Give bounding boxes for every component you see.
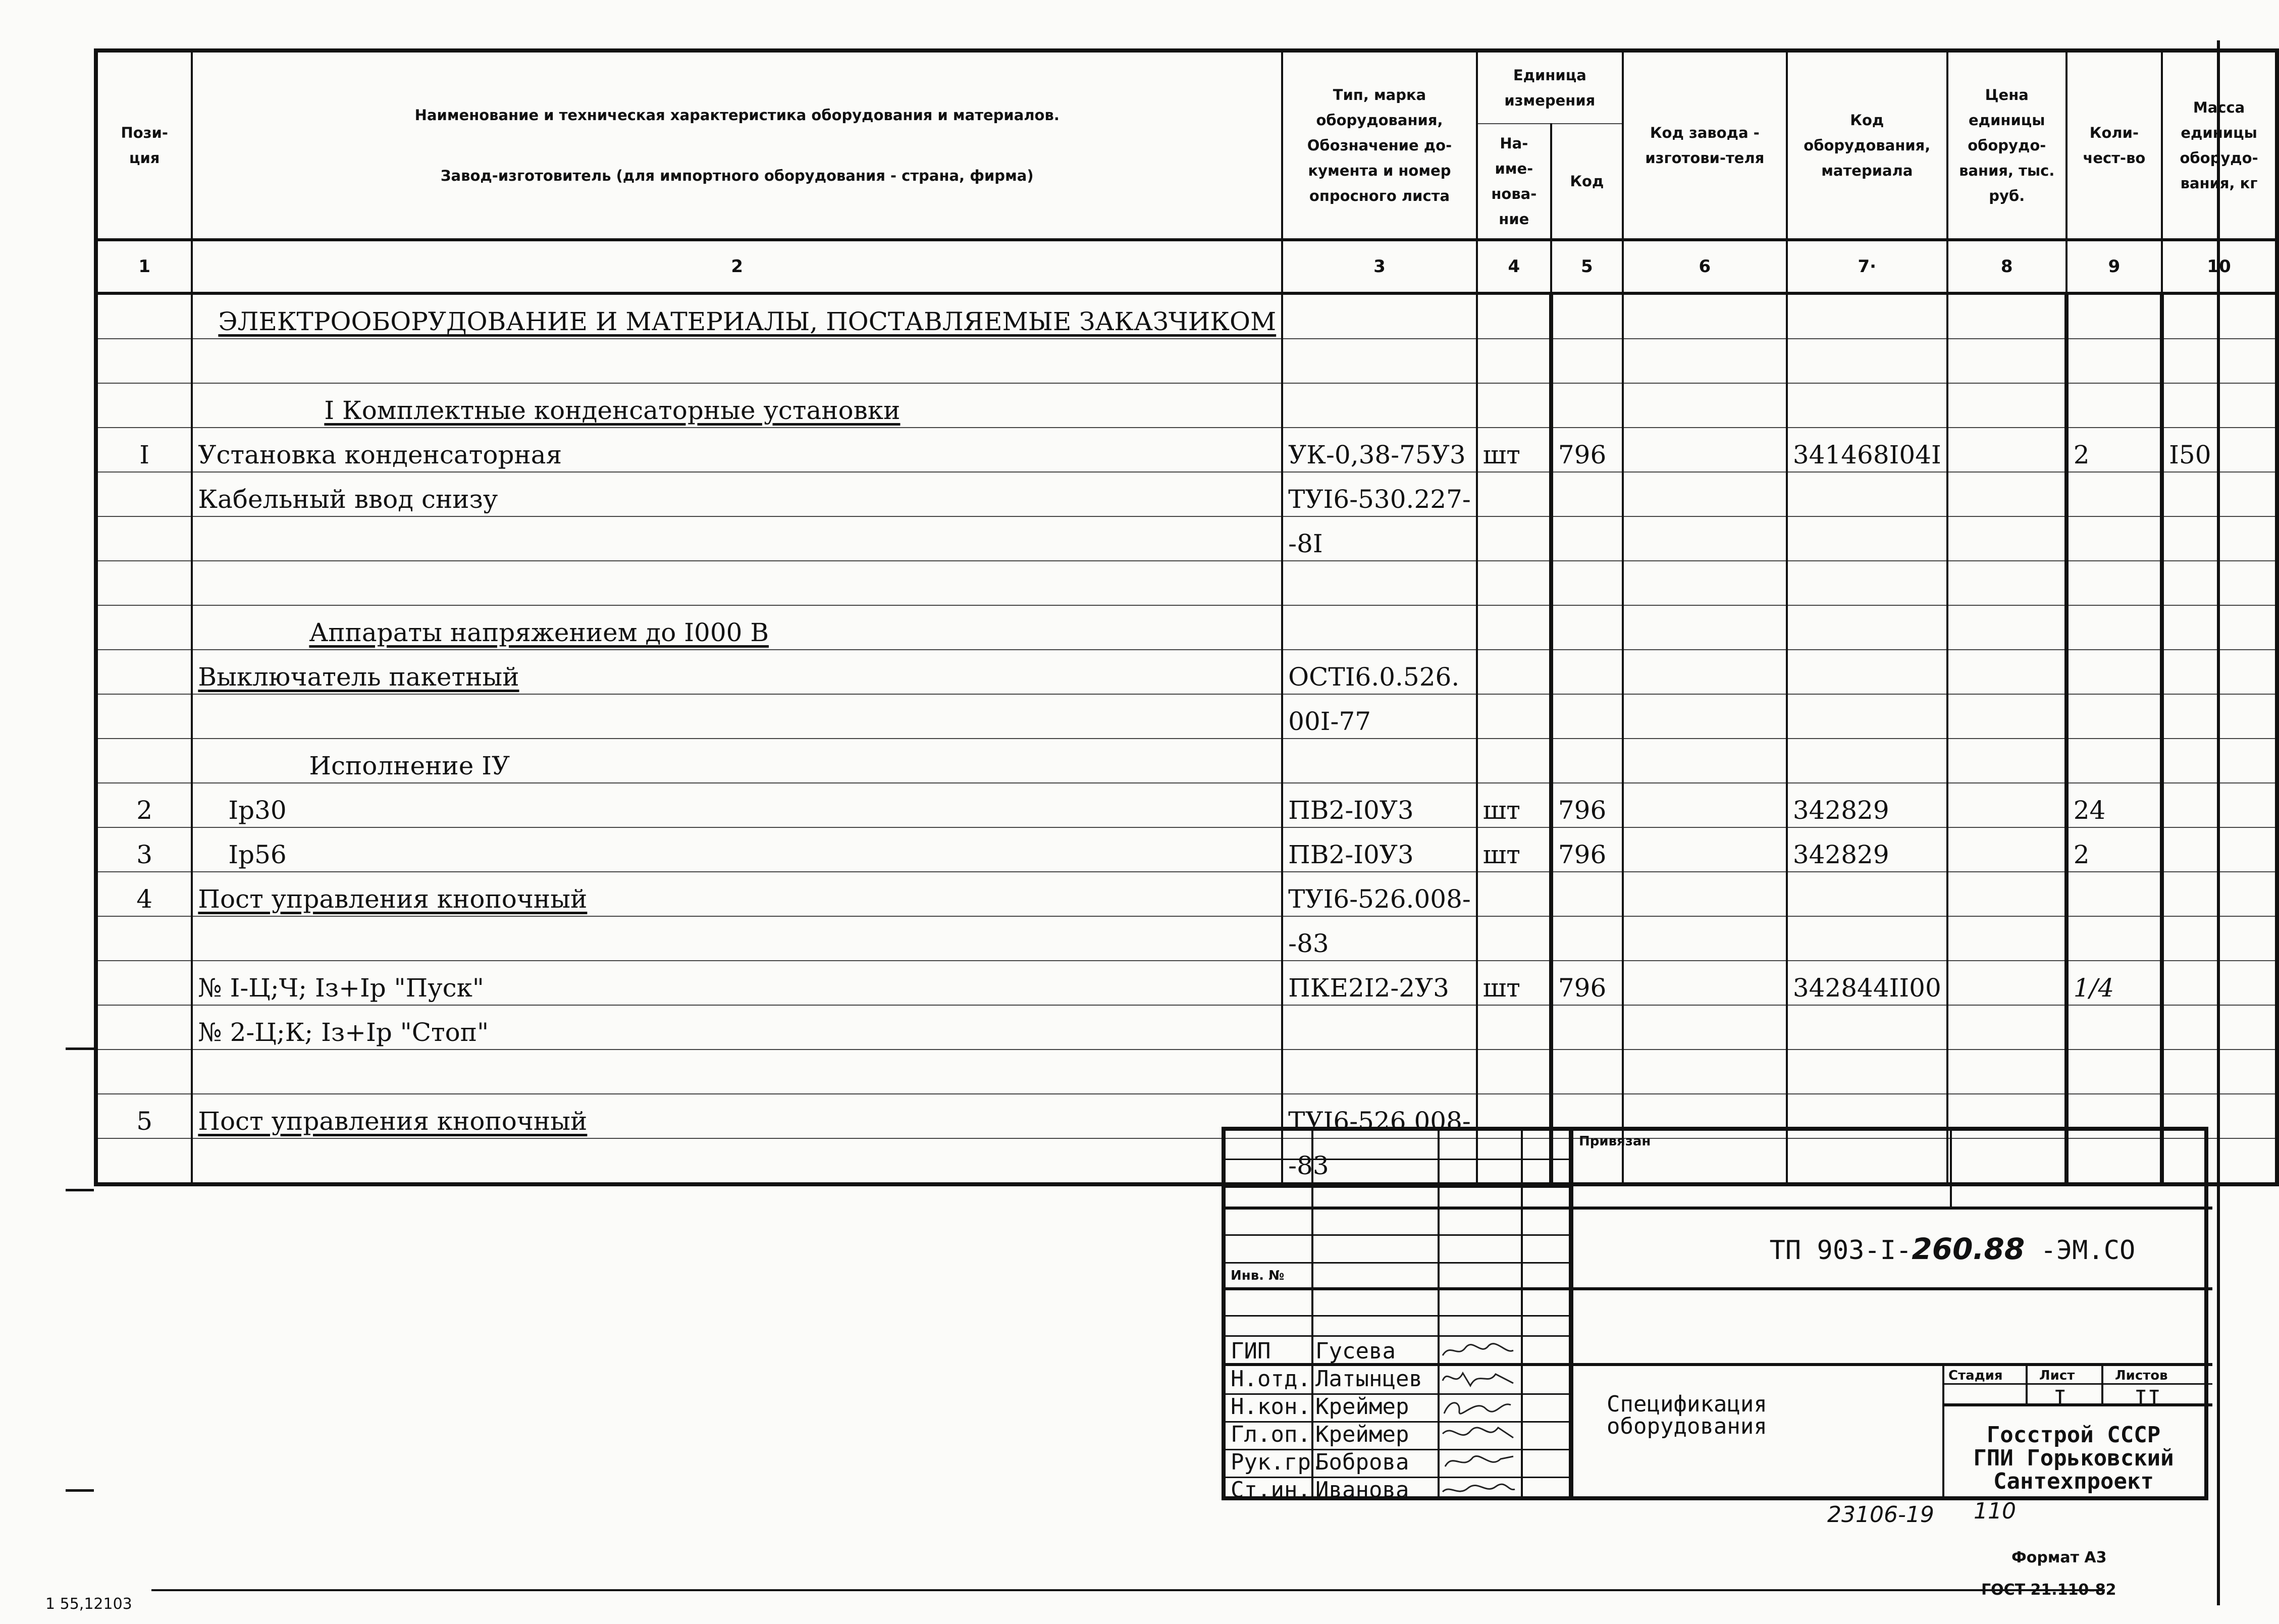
row-manufacturer-code: [1623, 605, 1787, 650]
row-unit-code: [1551, 339, 1623, 383]
row-unit: [1477, 605, 1551, 650]
row-unit: [1477, 561, 1551, 605]
row-price: [1947, 872, 2066, 916]
privyazan-label: Привязан: [1579, 1134, 1651, 1149]
document-title: Спецификация оборудования: [1607, 1391, 1767, 1439]
row-equipment-code: [1787, 516, 1947, 561]
row-name: Установка конденсаторная: [192, 428, 1282, 472]
row-manufacturer-code: [1623, 650, 1787, 694]
row-name: Аппараты напряжением до I000 В: [192, 605, 1282, 650]
row-name: ЭЛЕКТРООБОРУДОВАНИЕ И МАТЕРИАЛЫ, ПОСТАВЛЯЕМЫЕ ЗАКАЗЧИКОМ: [192, 293, 1282, 339]
row-price: [1947, 650, 2066, 694]
col-num: 2: [192, 240, 1282, 293]
table-row: [96, 293, 2277, 339]
row-name: Iр30: [192, 783, 1282, 827]
row-manufacturer-code: [1623, 383, 1787, 428]
header-unit-name: На-име-нова-ние: [1477, 124, 1551, 240]
title-block: [1222, 1127, 2208, 1503]
row-price: [1947, 428, 2066, 472]
row-quantity: [2066, 694, 2162, 739]
row-mass: I50: [2162, 428, 2277, 472]
row-manufacturer-code: [1623, 783, 1787, 827]
row-equipment-code: 342829: [1787, 827, 1947, 872]
grid-line: [1226, 1315, 1569, 1317]
row-position: [96, 605, 192, 650]
row-position: I: [96, 428, 192, 472]
row-unit: [1477, 916, 1551, 961]
table-row: [96, 1005, 2277, 1050]
row-equipment-code: [1787, 561, 1947, 605]
grid-line: [1226, 1159, 1569, 1160]
row-unit: шт: [1477, 783, 1551, 827]
signature-image: [1440, 1340, 1516, 1360]
row-type: УК-0,38-75У3: [1282, 428, 1477, 472]
row-name: Исполнение IУ: [192, 739, 1282, 783]
row-unit-code: 796: [1551, 827, 1623, 872]
grid-line: [1226, 1234, 1569, 1236]
row-unit: [1477, 650, 1551, 694]
row-manufacturer-code: [1623, 339, 1787, 383]
row-unit-code: [1551, 472, 1623, 516]
row-quantity: [2066, 605, 2162, 650]
col-num: 10: [2162, 240, 2277, 293]
row-manufacturer-code: [1623, 827, 1787, 872]
signature-image: [1440, 1396, 1516, 1416]
row-quantity: [2066, 516, 2162, 561]
row-name: [192, 1050, 1282, 1094]
row-equipment-code: [1787, 650, 1947, 694]
row-position: 4: [96, 872, 192, 916]
row-price: [1947, 694, 2066, 739]
row-manufacturer-code: [1623, 293, 1787, 339]
signature-image: [1440, 1451, 1516, 1472]
row-position: [96, 961, 192, 1005]
signer-name: Креймер: [1315, 1394, 1409, 1420]
row-quantity: [2066, 1005, 2162, 1050]
row-name: [192, 339, 1282, 383]
margin-tick: [66, 1047, 94, 1050]
row-unit-code: [1551, 605, 1623, 650]
table-row: [96, 961, 2277, 1005]
stage-label: Стадия: [1948, 1368, 2003, 1383]
row-manufacturer-code: [1623, 561, 1787, 605]
sheets-label: Листов: [2115, 1368, 2168, 1383]
row-position: 3: [96, 827, 192, 872]
row-type: [1282, 561, 1477, 605]
row-quantity: [2066, 339, 2162, 383]
row-price: [1947, 739, 2066, 783]
grid-line: [1438, 1131, 1440, 1496]
signer-role: Н.отд.: [1231, 1366, 1311, 1392]
row-type: ОСТI6.0.526.: [1282, 650, 1477, 694]
signer-role: ГИП: [1231, 1338, 1271, 1364]
col-num: 6: [1623, 240, 1787, 293]
signer-role: Ст.ин.: [1231, 1477, 1311, 1503]
grid-line: [1950, 1131, 1952, 1207]
row-equipment-code: [1787, 383, 1947, 428]
signer-role: Рук.гр.: [1231, 1449, 1324, 1475]
header-type: Тип, марка оборудования, Обозначение до-кумента и номер опросного листа: [1282, 50, 1477, 240]
table-row: [96, 605, 2277, 650]
row-type: ПВ2-I0У3: [1282, 783, 1477, 827]
header-position: Пози- ция: [96, 50, 192, 240]
row-name: [192, 694, 1282, 739]
row-type: ТУI6-526.008-: [1282, 1094, 1477, 1138]
table-row: [96, 694, 2277, 739]
col-num: 4: [1477, 240, 1551, 293]
row-unit-code: 796: [1551, 961, 1623, 1005]
row-quantity: [2066, 739, 2162, 783]
row-price: [1947, 827, 2066, 872]
table-row: [96, 739, 2277, 783]
row-quantity: [2066, 383, 2162, 428]
row-equipment-code: [1787, 916, 1947, 961]
row-type: ПКЕ2I2-2У3: [1282, 961, 1477, 1005]
col-num: 8: [1947, 240, 2066, 293]
row-type: [1282, 293, 1477, 339]
row-name: [192, 916, 1282, 961]
row-position: 2: [96, 783, 192, 827]
header-name: [192, 50, 1282, 240]
handwritten-number: 23106-19: [1827, 1502, 1934, 1528]
row-manufacturer-code: [1623, 916, 1787, 961]
row-quantity: [2066, 561, 2162, 605]
row-position: [96, 1050, 192, 1094]
grid-line: [1311, 1131, 1313, 1496]
row-type: -83: [1282, 916, 1477, 961]
specification-rows: [96, 293, 2277, 1184]
signer-name: Креймер: [1315, 1422, 1409, 1447]
row-price: [1947, 1050, 2066, 1094]
row-price: [1947, 916, 2066, 961]
row-name: [192, 516, 1282, 561]
row-quantity: [2066, 1050, 2162, 1094]
row-unit-code: [1551, 561, 1623, 605]
row-price: [1947, 293, 2066, 339]
row-name: I Комплектные конденсаторные установки: [192, 383, 1282, 428]
row-name: № 2-Ц;К; Iз+Iр "Стоп": [192, 1005, 1282, 1050]
row-unit: [1477, 383, 1551, 428]
row-quantity: 2: [2066, 827, 2162, 872]
table-row: [96, 872, 2277, 916]
row-unit-code: 796: [1551, 428, 1623, 472]
gost-label: ГОСТ 21.110-82: [1981, 1581, 2116, 1599]
margin-tick: [66, 1489, 94, 1492]
row-manufacturer-code: [1623, 516, 1787, 561]
row-manufacturer-code: [1623, 961, 1787, 1005]
row-name: Выключатель пакетный: [192, 650, 1282, 694]
inventory-number-label: Инв. №: [1231, 1268, 1285, 1283]
row-unit: [1477, 1050, 1551, 1094]
row-unit-code: [1551, 694, 1623, 739]
row-name: Пост управления кнопочный: [192, 1094, 1282, 1138]
row-manufacturer-code: [1623, 1050, 1787, 1094]
row-quantity: 1/4: [2066, 961, 2162, 1005]
row-unit-code: [1551, 1005, 1623, 1050]
margin-tick: [66, 1189, 94, 1191]
signer-name: Боброва: [1315, 1449, 1409, 1475]
header-unit: Единица измерения: [1477, 50, 1623, 124]
signer-name: Латынцев: [1315, 1366, 1422, 1392]
row-price: [1947, 516, 2066, 561]
row-equipment-code: [1787, 872, 1947, 916]
grid-line: [1226, 1287, 2212, 1290]
table-row: [96, 339, 2277, 383]
row-type: ТУI6-526.008-: [1282, 872, 1477, 916]
table-row: [96, 516, 2277, 561]
row-unit: [1477, 293, 1551, 339]
row-unit: [1477, 872, 1551, 916]
col-num: 9: [2066, 240, 2162, 293]
row-position: 5: [96, 1094, 192, 1138]
row-name: Кабельный ввод снизу: [192, 472, 1282, 516]
row-name: Пост управления кнопочный: [192, 872, 1282, 916]
signature-image: [1440, 1424, 1516, 1444]
table-row: [96, 1050, 2277, 1094]
header-mass: Масса единицы оборудо-вания, кг: [2162, 50, 2277, 240]
row-unit-code: [1551, 872, 1623, 916]
col-num: 5: [1551, 240, 1623, 293]
grid-line: [1226, 1207, 2212, 1210]
row-position: [96, 650, 192, 694]
row-unit: [1477, 472, 1551, 516]
row-unit-code: [1551, 293, 1623, 339]
row-unit: шт: [1477, 961, 1551, 1005]
row-name: Iр56: [192, 827, 1282, 872]
row-quantity: [2066, 472, 2162, 516]
row-unit-code: [1551, 916, 1623, 961]
document-number-prefix: ТП 903-I-: [1769, 1235, 1912, 1266]
row-equipment-code: [1787, 472, 1947, 516]
row-unit: шт: [1477, 827, 1551, 872]
row-quantity: [2066, 293, 2162, 339]
table-row: [96, 916, 2277, 961]
row-price: [1947, 605, 2066, 650]
row-position: [96, 516, 192, 561]
row-type: ПВ2-I0У3: [1282, 827, 1477, 872]
table-row: [96, 783, 2277, 827]
row-manufacturer-code: [1623, 872, 1787, 916]
row-equipment-code: [1787, 694, 1947, 739]
header-name-line1: Наименование и техническая характеристика оборудования и материалов.: [414, 107, 1059, 124]
header-manufacturer-code: Код завода - изготови-теля: [1623, 50, 1787, 240]
col-num: 3: [1282, 240, 1477, 293]
row-unit: шт: [1477, 428, 1551, 472]
signer-name: Иванова: [1315, 1477, 1409, 1503]
signature-image: [1440, 1479, 1516, 1499]
row-position: [96, 472, 192, 516]
row-type: -8I: [1282, 516, 1477, 561]
bottom-rule: [151, 1589, 2105, 1591]
row-unit-code: [1551, 383, 1623, 428]
row-price: [1947, 339, 2066, 383]
signer-role: Гл.оп.: [1231, 1422, 1311, 1447]
header-price: Цена единицы оборудо-вания, тыс. руб.: [1947, 50, 2066, 240]
row-manufacturer-code: [1623, 428, 1787, 472]
table-row: [96, 383, 2277, 428]
row-unit: [1477, 1005, 1551, 1050]
table-row: [96, 827, 2277, 872]
row-type: [1282, 605, 1477, 650]
grid-line: [1226, 1335, 1569, 1337]
row-price: [1947, 561, 2066, 605]
document-number-suffix: -ЭМ.СО: [2025, 1235, 2136, 1266]
row-equipment-code: [1787, 1005, 1947, 1050]
specification-table: [94, 48, 2279, 1186]
row-position: [96, 739, 192, 783]
table-row: [96, 472, 2277, 516]
row-equipment-code: [1787, 1050, 1947, 1094]
row-position: [96, 293, 192, 339]
row-position: [96, 694, 192, 739]
signer-role: Н.кон.: [1231, 1394, 1311, 1420]
row-equipment-code: 341468I04I: [1787, 428, 1947, 472]
document-number: [1710, 1232, 2195, 1266]
row-name: [192, 561, 1282, 605]
signature-image: [1440, 1368, 1516, 1388]
handwritten-page: 110: [1974, 1498, 2016, 1524]
row-type: [1282, 339, 1477, 383]
header-unit-code: Код: [1551, 124, 1623, 240]
organization: Госстрой СССР ГПИ Горьковский Сантехпроект: [1973, 1422, 2174, 1494]
col-num: 1: [96, 240, 192, 293]
grid-line: [1521, 1131, 1523, 1496]
row-position: [96, 339, 192, 383]
row-manufacturer-code: [1623, 1005, 1787, 1050]
row-name: [192, 1138, 1282, 1184]
row-name: № I-Ц;Ч; Iз+Iр "Пуск": [192, 961, 1282, 1005]
sheets-value: II: [2134, 1386, 2161, 1411]
signer-name: Гусева: [1315, 1338, 1396, 1364]
row-quantity: [2066, 916, 2162, 961]
col-num: 7·: [1787, 240, 1947, 293]
sheet-label: Лист: [2039, 1368, 2075, 1383]
row-quantity: 24: [2066, 783, 2162, 827]
row-unit-code: [1551, 1050, 1623, 1094]
row-price: [1947, 383, 2066, 428]
row-equipment-code: [1787, 605, 1947, 650]
row-price: [1947, 783, 2066, 827]
row-manufacturer-code: [1623, 739, 1787, 783]
right-margin-line: [2217, 40, 2220, 1605]
row-price: [1947, 1005, 2066, 1050]
row-unit: [1477, 516, 1551, 561]
table-row: [96, 561, 2277, 605]
row-unit-code: [1551, 516, 1623, 561]
table-row: [96, 428, 2277, 472]
grid-line: [1226, 1262, 1569, 1264]
row-type: -83: [1282, 1138, 1477, 1184]
row-quantity: [2066, 650, 2162, 694]
row-unit: [1477, 694, 1551, 739]
row-unit-code: 796: [1551, 783, 1623, 827]
row-type: [1282, 1005, 1477, 1050]
table-row: [96, 650, 2277, 694]
row-equipment-code: [1787, 739, 1947, 783]
grid-line: [1942, 1403, 2212, 1406]
row-position: [96, 561, 192, 605]
row-quantity: 2: [2066, 428, 2162, 472]
header-equipment-code: Код оборудования, материала: [1787, 50, 1947, 240]
row-type: [1282, 383, 1477, 428]
row-equipment-code: [1787, 339, 1947, 383]
grid-line: [1569, 1131, 1573, 1496]
row-unit-code: [1551, 650, 1623, 694]
format-label: Формат А3: [2011, 1549, 2107, 1566]
row-unit: [1477, 339, 1551, 383]
row-manufacturer-code: [1623, 472, 1787, 516]
corner-number: 1 55,12103: [45, 1595, 132, 1613]
header-quantity: Коли-чест-во: [2066, 50, 2162, 240]
sheet-value: I: [2053, 1386, 2067, 1411]
row-equipment-code: 342829: [1787, 783, 1947, 827]
row-quantity: [2066, 872, 2162, 916]
row-price: [1947, 961, 2066, 1005]
document-number-handwritten: 260.88: [1912, 1232, 2025, 1266]
grid-line: [1942, 1383, 2212, 1385]
row-equipment-code: [1787, 293, 1947, 339]
header-name-line2: Завод-изготовитель (для импортного оборудования - страна, фирма): [440, 167, 1034, 184]
row-position: [96, 383, 192, 428]
row-type: [1282, 739, 1477, 783]
row-manufacturer-code: [1623, 694, 1787, 739]
row-type: 00I-77: [1282, 694, 1477, 739]
row-type: ТУI6-530.227-: [1282, 472, 1477, 516]
row-position: [96, 916, 192, 961]
grid-line: [1226, 1186, 1569, 1188]
row-unit-code: [1551, 739, 1623, 783]
row-unit: [1477, 739, 1551, 783]
row-position: [96, 1138, 192, 1184]
row-price: [1947, 472, 2066, 516]
row-type: [1282, 1050, 1477, 1094]
row-equipment-code: 342844II00: [1787, 961, 1947, 1005]
row-position: [96, 1005, 192, 1050]
